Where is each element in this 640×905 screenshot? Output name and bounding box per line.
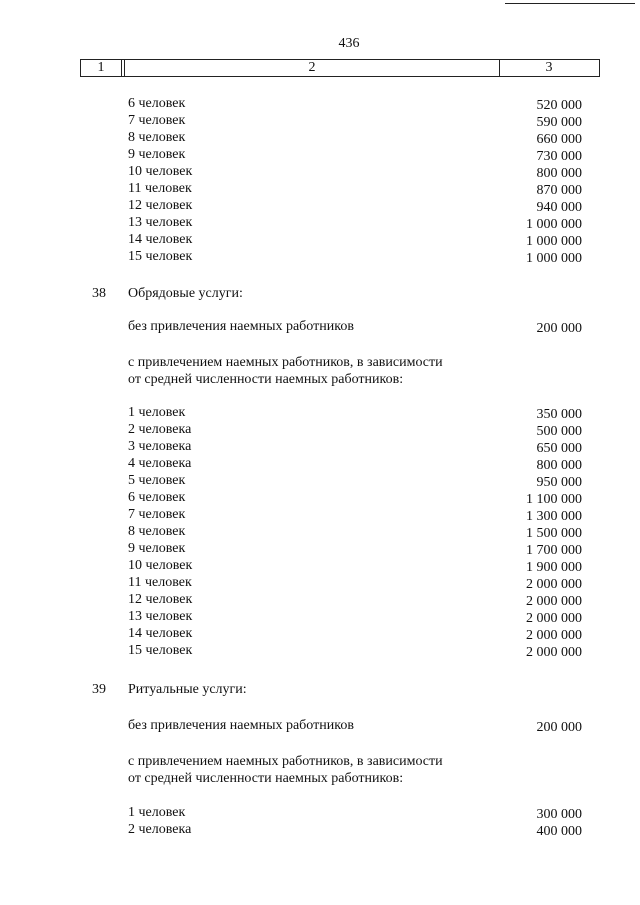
with-workers-text: от средней численности наемных работников: (128, 372, 404, 387)
row-value: 950 000 (536, 475, 582, 490)
row-value: 800 000 (536, 166, 582, 181)
row-label: 9 человек (128, 147, 186, 162)
row-label: 2 человека (128, 822, 192, 837)
row-value: 1 100 000 (526, 492, 582, 507)
row-label: 3 человека (128, 439, 192, 454)
row-label: 6 человек (128, 490, 186, 505)
row-value: 2 000 000 (526, 645, 582, 660)
row-value: 1 300 000 (526, 509, 582, 524)
row-label: 13 человек (128, 215, 193, 230)
row-label: 5 человек (128, 473, 186, 488)
row-value: 2 000 000 (526, 628, 582, 643)
row-label: 8 человек (128, 524, 186, 539)
row-value: 590 000 (536, 115, 582, 130)
row-value: 1 000 000 (526, 251, 582, 266)
row-value: 1 900 000 (526, 560, 582, 575)
row-value: 660 000 (536, 132, 582, 147)
row-value: 1 000 000 (526, 234, 582, 249)
section-title: Ритуальные услуги: (128, 682, 247, 697)
row-label: 4 человека (128, 456, 192, 471)
row-value: 300 000 (536, 807, 582, 822)
section-title: Обрядовые услуги: (128, 286, 243, 301)
row-value: 350 000 (536, 407, 582, 422)
row-label: 1 человек (128, 805, 186, 820)
row-value: 730 000 (536, 149, 582, 164)
row-label: 6 человек (128, 96, 186, 111)
without-workers-value: 200 000 (536, 321, 582, 336)
row-label: 9 человек (128, 541, 186, 556)
row-value: 1 500 000 (526, 526, 582, 541)
row-value: 800 000 (536, 458, 582, 473)
row-value: 520 000 (536, 98, 582, 113)
row-label: 15 человек (128, 643, 193, 658)
row-value: 2 000 000 (526, 577, 582, 592)
row-label: 8 человек (128, 130, 186, 145)
header-col-1: 1 (81, 60, 122, 76)
header-col-3: 3 (545, 60, 553, 75)
row-label: 13 человек (128, 609, 193, 624)
row-label: 11 человек (128, 181, 192, 196)
row-value: 650 000 (536, 441, 582, 456)
row-value: 2 000 000 (526, 594, 582, 609)
row-label: 10 человек (128, 558, 193, 573)
row-value: 1 000 000 (526, 217, 582, 232)
section-number: 38 (92, 286, 106, 301)
with-workers-text: с привлечением наемных работников, в зависимости (128, 355, 443, 370)
row-label: 7 человек (128, 113, 186, 128)
with-workers-text: с привлечением наемных работников, в зависимости (128, 754, 443, 769)
row-value: 2 000 000 (526, 611, 582, 626)
header-col-2: 2 (125, 60, 500, 76)
without-workers-label: без привлечения наемных работников (128, 319, 354, 334)
row-label: 7 человек (128, 507, 186, 522)
row-label: 12 человек (128, 592, 193, 607)
row-value: 500 000 (536, 424, 582, 439)
page-number: 436 (338, 36, 360, 51)
row-value: 1 700 000 (526, 543, 582, 558)
row-label: 1 человек (128, 405, 186, 420)
row-label: 12 человек (128, 198, 193, 213)
row-label: 11 человек (128, 575, 192, 590)
table-header (80, 59, 600, 77)
without-workers-label: без привлечения наемных работников (128, 718, 354, 733)
row-value: 400 000 (536, 824, 582, 839)
row-label: 15 человек (128, 249, 193, 264)
row-label: 2 человека (128, 422, 192, 437)
without-workers-value: 200 000 (536, 720, 582, 735)
top-rule (505, 3, 635, 4)
row-value: 870 000 (536, 183, 582, 198)
section-number: 39 (92, 682, 106, 697)
row-value: 940 000 (536, 200, 582, 215)
row-label: 14 человек (128, 232, 193, 247)
with-workers-text: от средней численности наемных работников: (128, 771, 404, 786)
row-label: 10 человек (128, 164, 193, 179)
row-label: 14 человек (128, 626, 193, 641)
